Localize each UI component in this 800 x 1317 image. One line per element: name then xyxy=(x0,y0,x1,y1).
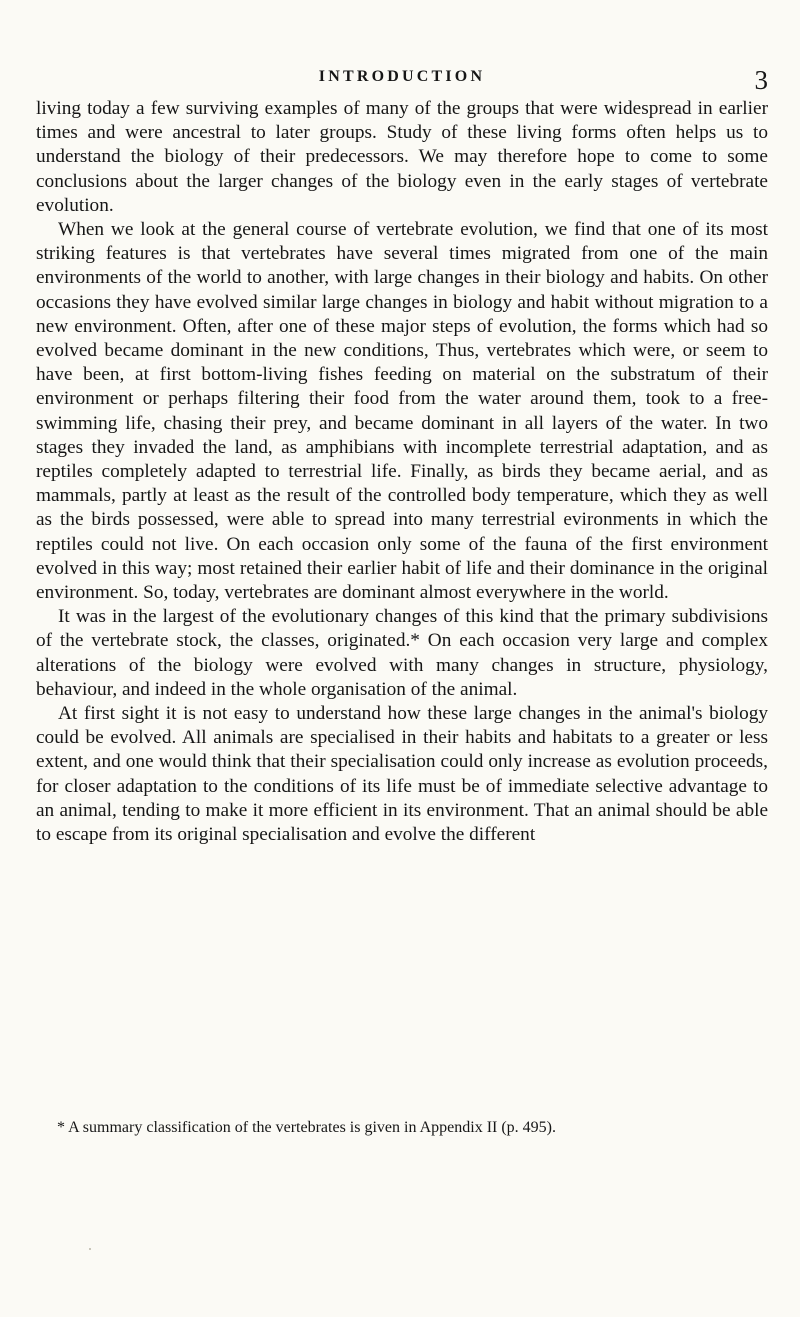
running-title: INTRODUCTION xyxy=(318,68,486,85)
paragraph-3: It was in the largest of the evolutionary changes of this kind that the primary subdivisions of the vertebrate stock, the classes, originated.* On each occasion very large and complex alterations of the biology were evolved with many changes in structure, physiology, behaviour, and indeed in the whole organisation of the animal. xyxy=(36,606,768,700)
page-number: 3 xyxy=(754,65,768,95)
body-text xyxy=(36,97,768,847)
paper-speck xyxy=(89,1248,91,1250)
paragraph-1: living today a few surviving examples of many of the groups that were widespread in earlier times and were ancestral to later groups. Study of these living forms often helps us to understand the biology of their predecessors. We may therefore hope to come to some conclusions about the larger changes of the biology even in the early stages of vertebrate evolution. xyxy=(36,98,768,216)
footnote: * A summary classification of the vertebrates is given in Appendix II (p. 495). xyxy=(57,1119,556,1136)
paragraph-4: At first sight it is not easy to understand how these large changes in the animal's biology could be evolved. All animals are specialised in their habits and habitats to a greater or less extent, and one would think that their specialisation could only increase as evolution proceeds, for closer adaptation to the conditions of its life must be of immediate selective advantage to an animal, tending to make it more efficient in its environment. That an animal should be able to escape from its original specialisation and evolve the different xyxy=(36,703,768,846)
paragraph-2: When we look at the general course of vertebrate evolution, we find that one of its most striking features is that vertebrates have several times migrated from one of the main environments of the world to another, with large changes in their biology and habits. On other occasions they have evolved similar large changes in biology and habit without migration to a new environment. Often, after one of these major steps of evolution, the forms which had so evolved became dominant in the new conditions, Thus, vertebrates which were, or seem to have been, at first bottom-living fishes feeding on material on the substratum of their environment or perhaps filtering their food from the water around them, took to a free-swimming life, chasing their prey, and became dominant in all layers of the water. In two stages they invaded the land, as amphibians with incomplete terrestrial adaptation, and as reptiles completely adapted to terrestrial life. Finally, as birds they became aerial, and as mammals, partly at least as the result of the controlled body temperature, which they as well as the birds possessed, were able to spread into many terrestrial evironments in which the reptiles could not live. On each occasion only some of the fauna of the first environment evolved in this way; most retained their earlier habit of life and their dominance in the original environment. So, today, vertebrates are dominant almost everywhere in the world. xyxy=(36,219,768,604)
running-header xyxy=(36,60,768,100)
